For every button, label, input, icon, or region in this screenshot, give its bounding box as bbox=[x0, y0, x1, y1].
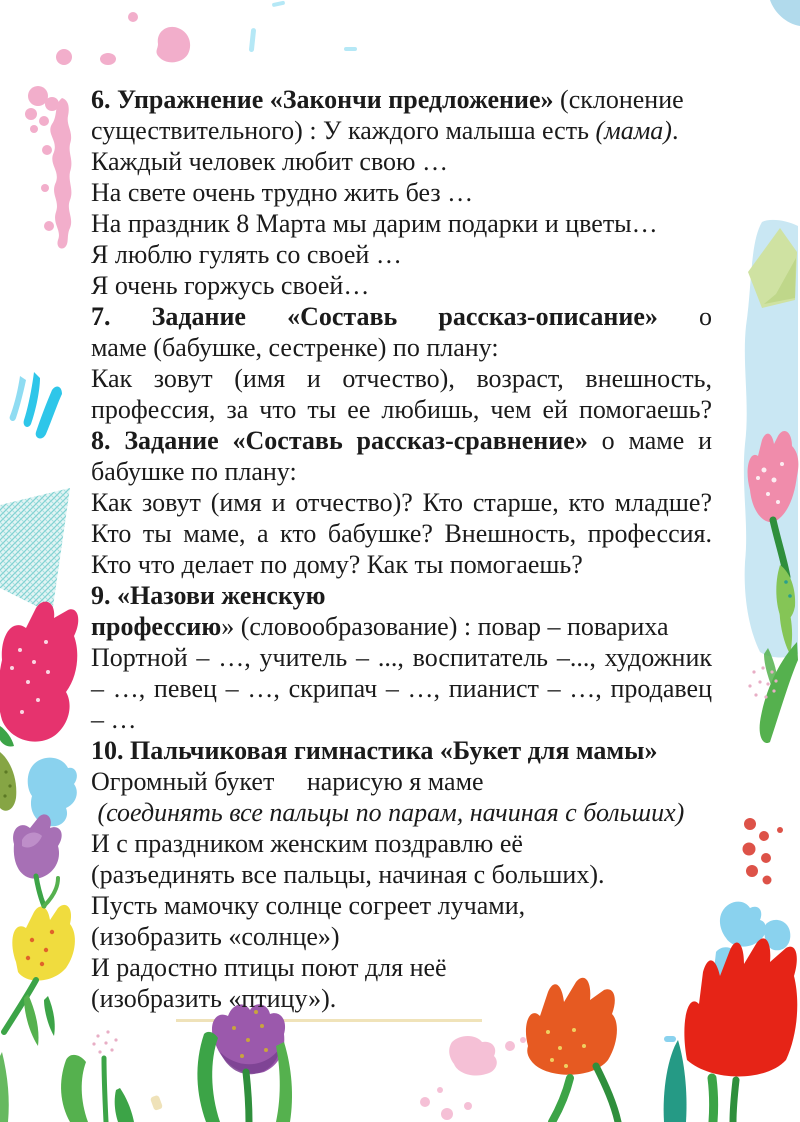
text-segment: маме (бабушке, сестренке) по плану: bbox=[91, 333, 499, 362]
text-line bbox=[91, 983, 712, 1014]
text-line bbox=[91, 146, 712, 177]
red-dots-right-icon bbox=[743, 818, 784, 885]
text-line bbox=[91, 115, 712, 146]
text-line bbox=[91, 487, 712, 518]
text-segment: (склонение bbox=[553, 85, 684, 114]
violet-tulip-left-icon bbox=[13, 814, 62, 906]
text-segment: профессию bbox=[91, 612, 222, 641]
text-line bbox=[91, 642, 712, 673]
text-segment: (мама) bbox=[595, 116, 672, 145]
text-line bbox=[91, 673, 712, 704]
text-line bbox=[91, 270, 712, 301]
text-line bbox=[91, 332, 712, 363]
text-segment: (соединять все пальцы по парам, начиная с больших) bbox=[91, 798, 685, 827]
text-segment: – … bbox=[91, 705, 137, 734]
text-line bbox=[91, 735, 712, 766]
text-line bbox=[91, 425, 712, 456]
text-segment: » (словообразование) : повар – повариха bbox=[221, 612, 669, 641]
olive-leaf-left-icon bbox=[0, 752, 77, 826]
text-segment: Как зовут (имя и отчество), возраст, внешность, bbox=[91, 364, 712, 393]
text-segment: Пусть мамочку солнце согреет лучами, bbox=[91, 891, 526, 920]
text-segment: На свете очень трудно жить без … bbox=[91, 178, 474, 207]
text-segment: Портной – …, учитель – ..., воспитатель –..., художник bbox=[91, 643, 712, 672]
text-segment: 10. Пальчиковая гимнастика «Букет для мамы» bbox=[91, 736, 658, 765]
blue-marks-top-icon bbox=[249, 1, 357, 53]
text-segment: (разъединять все пальцы, начиная с больших). bbox=[91, 860, 605, 889]
text-line bbox=[91, 84, 712, 115]
text-segment: Огромный букет нарисую я маме bbox=[91, 767, 484, 796]
text-segment: На праздник 8 Марта мы дарим подарки и цветы… bbox=[91, 209, 658, 238]
text-line bbox=[91, 549, 712, 580]
text-segment: 7. Задание «Составь рассказ-описание» bbox=[91, 302, 658, 331]
text-segment: Кто что делает по дому? Как ты помогаешь? bbox=[91, 550, 583, 579]
text-segment: бабушке по плану: bbox=[91, 457, 297, 486]
text-line bbox=[91, 239, 712, 270]
text-segment: 6. Упражнение «Закончи предложение» bbox=[91, 85, 554, 114]
text-segment: Я очень горжусь своей… bbox=[91, 271, 370, 300]
magenta-tulip-left-icon bbox=[0, 602, 78, 747]
text-line bbox=[91, 518, 712, 549]
cyan-strokes-left-icon bbox=[10, 372, 62, 438]
text-line bbox=[91, 394, 712, 425]
text-segment: о маме и bbox=[587, 426, 712, 455]
text-line bbox=[91, 363, 712, 394]
text-segment: Каждый человек любит свою … bbox=[91, 147, 448, 176]
text-line bbox=[91, 704, 712, 735]
text-line bbox=[91, 456, 712, 487]
text-segment: . bbox=[671, 116, 679, 145]
text-line bbox=[91, 921, 712, 952]
text-line bbox=[91, 580, 712, 611]
text-line bbox=[91, 177, 712, 208]
text-segment: (изобразить «птицу»). bbox=[91, 984, 337, 1013]
text-segment: существительного) : У каждого малыша есть bbox=[91, 116, 596, 145]
dotted-flower-bottom-icon bbox=[61, 1030, 134, 1122]
text-line bbox=[91, 611, 712, 642]
text-segment: Я люблю гулять со своей … bbox=[91, 240, 402, 269]
text-segment: о bbox=[657, 302, 712, 331]
text-segment: профессия, за что ты ее любишь, чем ей помогаешь? bbox=[91, 395, 712, 424]
text-segment: 9. «Назови женскую bbox=[91, 581, 326, 610]
text-line bbox=[91, 828, 712, 859]
text-line bbox=[91, 859, 712, 890]
text-segment: 8. Задание «Составь рассказ-сравнение» bbox=[91, 426, 588, 455]
pink-splash-bottom-icon bbox=[420, 1036, 526, 1120]
corner-blue-blob-icon bbox=[770, 0, 800, 26]
text-segment: (изобразить «солнце») bbox=[91, 922, 340, 951]
text-segment: Как зовут (имя и отчество)? Кто старше, кто младше? bbox=[91, 488, 712, 517]
worksheet-text bbox=[91, 84, 712, 1014]
text-line bbox=[91, 301, 712, 332]
text-segment: – …, певец – …, скрипач – …, пианист – …, продавец bbox=[91, 674, 712, 703]
text-line bbox=[91, 797, 712, 828]
blue-splash-left-icon bbox=[28, 758, 77, 827]
text-segment: И радостно птицы поют для неё bbox=[91, 953, 447, 982]
crosshatch-triangle-icon bbox=[0, 488, 70, 614]
text-line bbox=[91, 766, 712, 797]
text-line bbox=[91, 952, 712, 983]
text-segment: Кто ты маме, а кто бабушке? Внешность, профессия. bbox=[91, 519, 712, 548]
text-line bbox=[91, 890, 712, 921]
text-line bbox=[91, 208, 712, 239]
text-segment: И с праздником женским поздравлю её bbox=[91, 829, 523, 858]
